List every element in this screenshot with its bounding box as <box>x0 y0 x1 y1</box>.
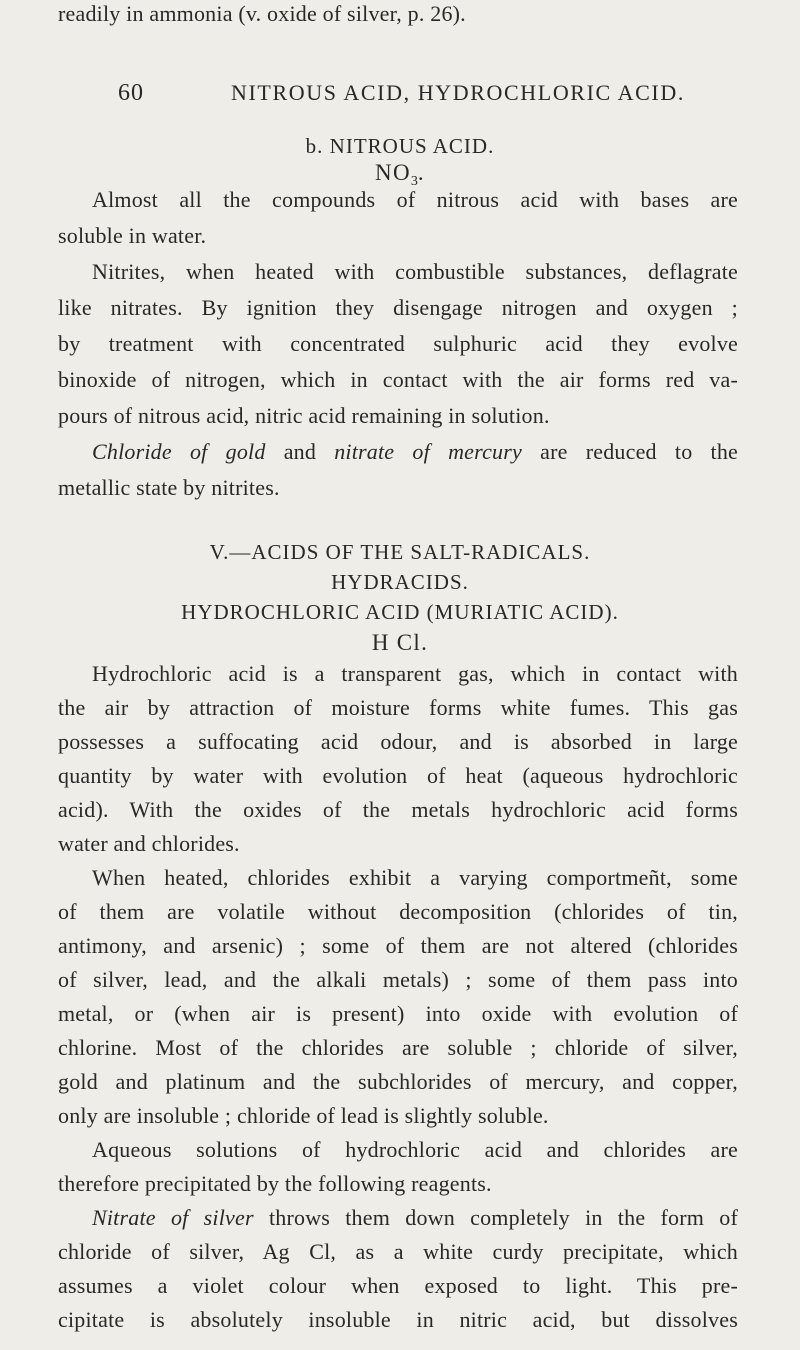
paragraph-line: metallic state by nitrites. <box>58 475 280 500</box>
formula-subscript: 3 <box>410 174 418 189</box>
paragraph-line: chloride of silver, Ag Cl, as a white curdy precipitate, which <box>58 1239 738 1264</box>
paragraph-line: the air by attraction of moisture forms white fumes. This gas <box>58 695 738 720</box>
paragraph-line: of them are volatile without decomposition (chlorides of tin, <box>58 899 738 924</box>
paragraph-line <box>92 1204 738 1232</box>
paragraph-line: assumes a violet colour when exposed to light. This pre- <box>58 1273 738 1298</box>
paragraph-line: chlorine. Most of the chlorides are soluble ; chloride of silver, <box>58 1035 738 1060</box>
paragraph-line: antimony, and arsenic) ; some of them are not altered (chlorides <box>58 933 738 958</box>
paragraph-line: like nitrates. By ignition they disengage nitrogen and oxygen ; <box>58 295 738 320</box>
paragraph-line: of silver, lead, and the alkali metals) ; some of them pass into <box>58 967 738 992</box>
paragraph-line: water and chlorides. <box>58 831 240 856</box>
italic-term: Nitrate of silver <box>92 1205 254 1230</box>
section-heading-nitrous-acid: b. NITROUS ACID. <box>305 134 495 158</box>
italic-term: Chloride of gold <box>92 439 266 464</box>
paragraph-line: soluble in water. <box>58 223 207 248</box>
running-head <box>118 80 685 114</box>
formula-end: . <box>417 160 425 185</box>
heading-hydrochloric-acid: HYDROCHLORIC ACID (MURIATIC ACID). <box>181 600 619 624</box>
paragraph-line: metal, or (when air is present) into oxide with evolution of <box>58 1001 738 1026</box>
paragraph-line: When heated, chlorides exhibit a varying comportmeñt, some <box>92 865 738 890</box>
paragraph-line: therefore precipitated by the following reagents. <box>58 1171 492 1196</box>
formula-hydrochloric-acid: H Cl. <box>371 630 429 655</box>
running-title: NITROUS ACID, HYDROCHLORIC ACID. <box>231 80 685 105</box>
paragraph-line: possesses a suffocating acid odour, and is absorbed in large <box>58 729 738 754</box>
paragraph-line: only are insoluble ; chloride of lead is slightly soluble. <box>58 1103 549 1128</box>
paragraph-line: Almost all the compounds of nitrous acid with bases are <box>92 187 738 212</box>
page-number: 60 <box>118 80 144 106</box>
inline-text: are reduced to the <box>521 439 739 464</box>
italic-term: nitrate of mercury <box>334 439 522 464</box>
paragraph-line: readily in ammonia (v. oxide of silver, p. 26). <box>58 1 466 26</box>
paragraph-line: acid). With the oxides of the metals hydrochloric acid forms <box>58 797 738 822</box>
paragraph-line: gold and platinum and the subchlorides of mercury, and copper, <box>58 1069 738 1094</box>
paragraph-line: Aqueous solutions of hydrochloric acid and chlorides are <box>92 1137 738 1162</box>
paragraph-line: cipitate is absolutely insoluble in nitric acid, but dissolves <box>58 1307 738 1332</box>
inline-text: and <box>265 439 335 464</box>
subheading-hydracids: HYDRACIDS. <box>331 570 469 594</box>
section-heading-acids-salt-radicals: V.—ACIDS OF THE SALT-RADICALS. <box>209 540 591 564</box>
paragraph-line: pours of nitrous acid, nitric acid remaining in solution. <box>58 403 550 428</box>
paragraph-line: by treatment with concentrated sulphuric acid they evolve <box>58 331 738 356</box>
paragraph-line: binoxide of nitrogen, which in contact with the air forms red va- <box>58 367 738 392</box>
paragraph-line: Nitrites, when heated with combustible substances, deflagrate <box>92 259 738 284</box>
paragraph-line: Hydrochloric acid is a transparent gas, which in contact with <box>92 661 738 686</box>
paragraph-line <box>92 438 738 466</box>
paragraph-line: quantity by water with evolution of heat (aqueous hydrochloric <box>58 763 738 788</box>
formula-base: NO <box>375 160 411 185</box>
inline-text: throws them down completely in the form of <box>253 1205 738 1230</box>
